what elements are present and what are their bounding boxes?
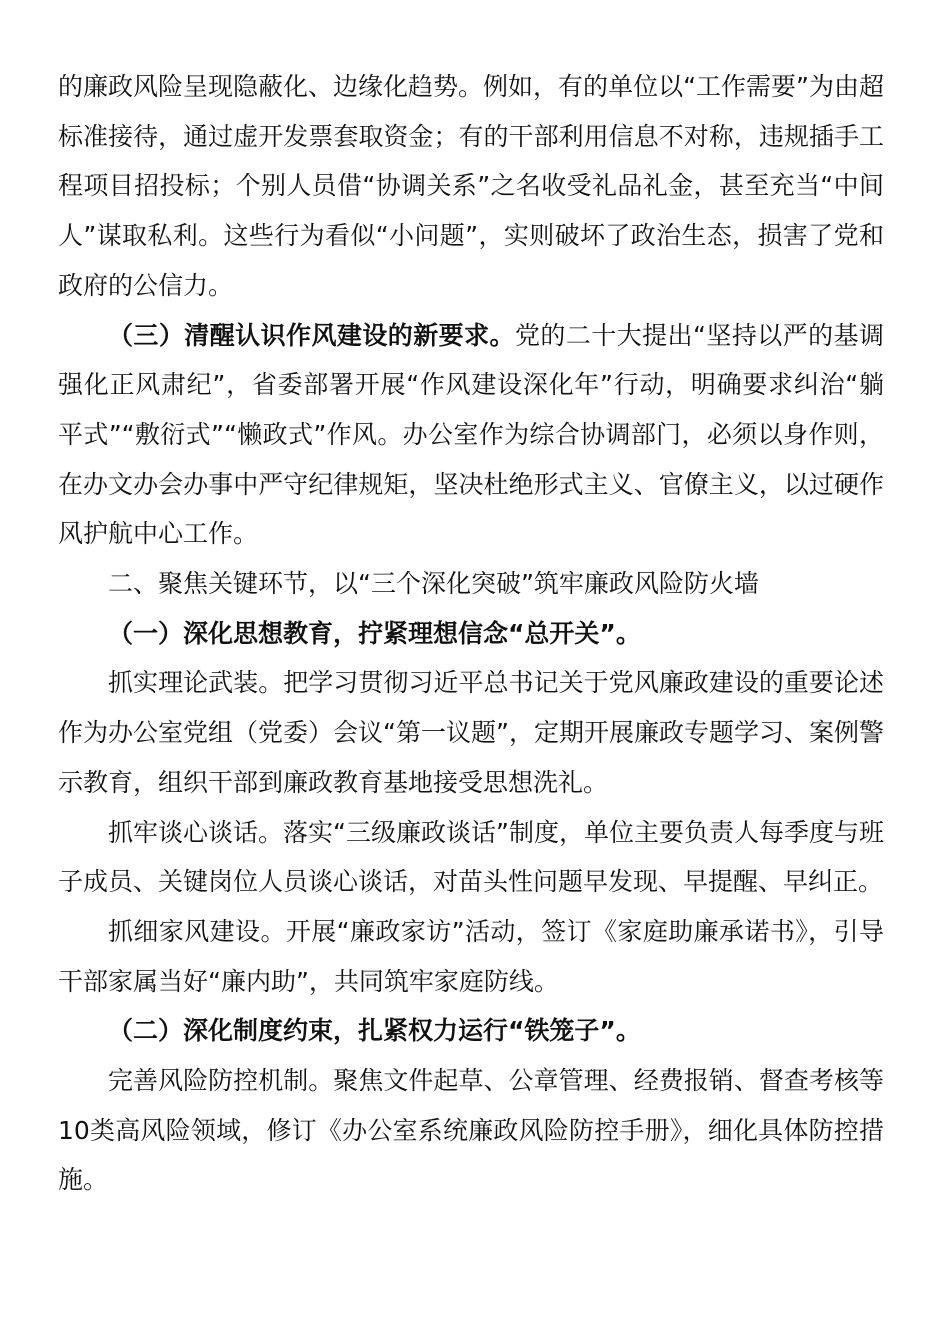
paragraph-theory: 抓实理论武装。把学习贯彻习近平总书记关于党风廉政建设的重要论述作为办公室党组（党委）会议“第一议题”，定期开展廉政专题学习、案例警示教育，组织干部到廉政教育基地接受思想洗礼。: [58, 668, 884, 797]
paragraph-talks: 抓牢谈心谈话。落实“三级廉政谈话”制度，单位主要负责人每季度与班子成员、关键岗位人员谈心谈话，对苗头性问题早发现、早提醒、早纠正。: [58, 817, 884, 897]
subheading-1: （一）深化思想教育，拧紧理想信念“总开关”。: [108, 618, 641, 648]
document-body: [58, 62, 884, 1205]
paragraph-style-requirements-text: 党的二十大提出“坚持以严的基调强化正风肃纪”，省委部署开展“作风建设深化年”行动，明确要求纠治“躺平式”“敷衍式”“懒政式”作风。办公室作为综合协调部门，必须以身作则，在办文办会办事中严守纪律规矩，坚决杜绝形式主义、官僚主义，以过硬作风护航中心工作。: [58, 320, 884, 549]
paragraph-style-requirements: [58, 311, 884, 560]
paragraph-risk-trends: 的廉政风险呈现隐蔽化、边缘化趋势。例如，有的单位以“工作需要”为由超标准接待，通过虚开发票套取资金；有的干部利用信息不对称，违规插手工程项目招投标；个别人员借“协调关系”之名收受礼品礼金，甚至充当“中间人”谋取私利。这些行为看似“小问题”，实则破坏了政治生态，损害了党和政府的公信力。: [58, 72, 884, 300]
subheading-2: （二）深化制度约束，扎紧权力运行“铁笼子”。: [108, 1016, 641, 1046]
paragraph-mechanism: 完善风险防控机制。聚焦文件起草、公章管理、经费报销、督查考核等10类高风险领域，修订《办公室系统廉政风险防控手册》，细化具体防控措施。: [58, 1066, 884, 1195]
section-heading-2: 二、聚焦关键环节，以“三个深化突破”筑牢廉政风险防火墙: [108, 569, 759, 599]
subheading-3: （三）清醒认识作风建设的新要求。: [108, 320, 515, 350]
paragraph-family: 抓细家风建设。开展“廉政家访”活动，签订《家庭助廉承诺书》，引导干部家属当好“廉内助”，共同筑牢家庭防线。: [58, 916, 884, 996]
